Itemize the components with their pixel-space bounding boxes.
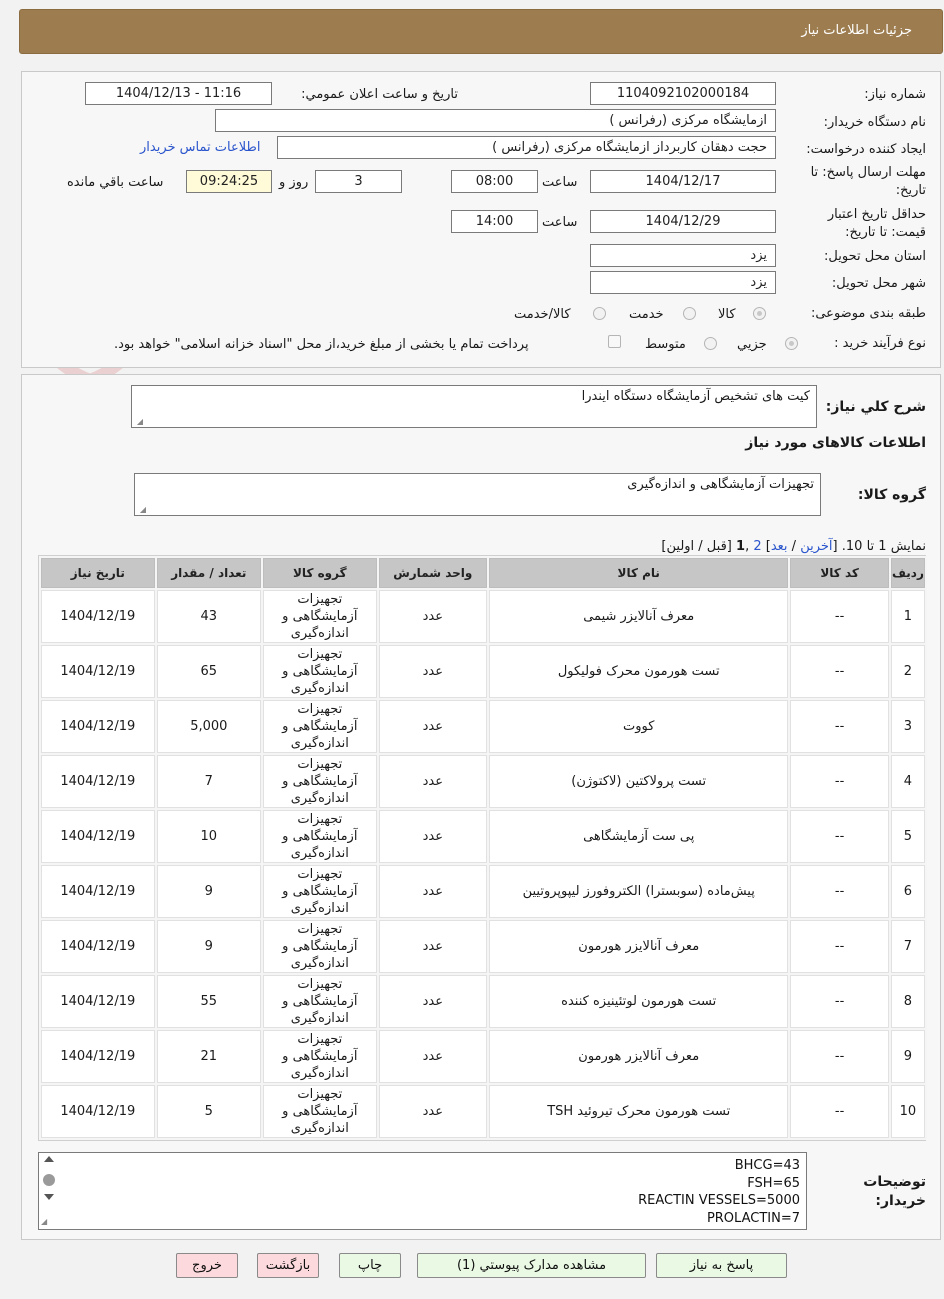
cell-item-code: -- <box>790 645 888 698</box>
process-radio-minor[interactable] <box>785 337 798 350</box>
requester-label: ایجاد کننده درخواست: <box>806 142 926 157</box>
remaining-time-field: 09:24:25 <box>186 170 272 193</box>
view-attachments-button[interactable]: مشاهده مدارک پیوستي (1) <box>417 1253 646 1278</box>
cell-item-code: -- <box>790 1085 888 1138</box>
items-table-wrap <box>38 555 926 1141</box>
deadline-date-field: 1404/12/17 <box>590 170 776 193</box>
cell-need-date: 1404/12/19 <box>41 645 155 698</box>
cell-unit: عدد <box>379 975 487 1028</box>
cell-need-date: 1404/12/19 <box>41 590 155 643</box>
page-title: جزئیات اطلاعات نیاز <box>801 23 912 38</box>
cell-row-number: 6 <box>891 865 925 918</box>
buyer-notes-text <box>638 1157 800 1227</box>
resize-grip-icon[interactable]: ◢ <box>139 505 146 514</box>
cell-unit: عدد <box>379 810 487 863</box>
pagination-prev-first: [قبل / اولین] <box>661 539 732 554</box>
cell-row-number: 10 <box>891 1085 925 1138</box>
treasury-note: پرداخت تمام یا بخشی از مبلغ خرید،از محل "اسناد خزانه اسلامی" خواهد بود. <box>114 337 529 352</box>
cell-unit: عدد <box>379 700 487 753</box>
scroll-down-icon[interactable] <box>44 1194 54 1200</box>
notes-scrollbar[interactable] <box>40 1153 58 1229</box>
cell-item-group: تجهیزات آزمایشگاهی و اندازه‌گیری <box>263 590 377 643</box>
remaining-label: ساعت باقي مانده <box>67 175 164 190</box>
cell-need-date: 1404/12/19 <box>41 865 155 918</box>
notes-line: FSH=65 <box>747 1175 800 1191</box>
requester-field: حجت دهقان کاربرداز ازمایشگاه مرکزی (رفرانس ) <box>277 136 776 159</box>
cell-item-name: تست پرولاکتین (لاکتوژن) <box>489 755 788 808</box>
category-option-both: کالا/خدمت <box>514 307 571 322</box>
pagination-current-page: 1 <box>736 539 746 554</box>
table-row[interactable] <box>41 645 925 698</box>
table-header-row <box>41 558 925 588</box>
cell-item-code: -- <box>790 810 888 863</box>
pagination-next[interactable]: بعد <box>770 539 788 554</box>
general-desc-text: کیت های تشخیص آزمایشگاه دستگاه ایندرا <box>581 389 810 404</box>
cell-need-date: 1404/12/19 <box>41 755 155 808</box>
print-button[interactable]: چاپ <box>339 1253 401 1278</box>
category-radio-both[interactable] <box>593 307 606 320</box>
col-header-item-group[interactable]: گروه کالا <box>263 558 377 588</box>
goods-group-text: تجهیزات آزمایشگاهی و اندازه‌گیری <box>627 477 814 492</box>
treasury-checkbox[interactable] <box>608 335 621 348</box>
cell-item-group: تجهیزات آزمایشگاهی و اندازه‌گیری <box>263 700 377 753</box>
cell-item-name: کووت <box>489 700 788 753</box>
deadline-label-1: مهلت ارسال پاسخ: تا <box>810 165 926 180</box>
cell-quantity: 9 <box>157 920 261 973</box>
table-row[interactable] <box>41 1085 925 1138</box>
category-radio-service[interactable] <box>683 307 696 320</box>
table-row[interactable] <box>41 755 925 808</box>
table-row[interactable] <box>41 865 925 918</box>
validity-time-field: 14:00 <box>451 210 538 233</box>
goods-group-textarea[interactable] <box>134 473 821 516</box>
cell-item-group: تجهیزات آزمایشگاهی و اندازه‌گیری <box>263 975 377 1028</box>
cell-quantity: 21 <box>157 1030 261 1083</box>
validity-date-field: 1404/12/29 <box>590 210 776 233</box>
cell-quantity: 9 <box>157 865 261 918</box>
cell-item-name: معرف آنالایزر هورمون <box>489 1030 788 1083</box>
pagination-last[interactable]: آخرین <box>800 539 833 554</box>
category-option-goods: کالا <box>718 307 736 322</box>
cell-quantity: 65 <box>157 645 261 698</box>
items-table <box>39 556 927 1140</box>
notes-label-1: توضیحات <box>863 1174 926 1190</box>
table-row[interactable] <box>41 975 925 1028</box>
notes-line: BHCG=43 <box>734 1158 800 1173</box>
cell-item-name: معرف آنالایزر هورمون <box>489 920 788 973</box>
cell-row-number: 3 <box>891 700 925 753</box>
cell-item-code: -- <box>790 865 888 918</box>
col-header-need-date[interactable]: تاریخ نیاز <box>41 558 155 588</box>
cell-item-code: -- <box>790 700 888 753</box>
category-label: طبقه بندی موضوعی: <box>810 306 926 321</box>
notes-line: REACTIN VESSELS=5000 <box>638 1193 800 1208</box>
validity-label-2: قیمت: تا تاریخ: <box>845 225 926 240</box>
cell-unit: عدد <box>379 755 487 808</box>
table-row[interactable] <box>41 590 925 643</box>
cell-unit: عدد <box>379 865 487 918</box>
cell-need-date: 1404/12/19 <box>41 1030 155 1083</box>
goods-info-title: اطلاعات کالاهای مورد نیاز <box>745 435 926 451</box>
cell-item-group: تجهیزات آزمایشگاهی و اندازه‌گیری <box>263 755 377 808</box>
general-desc-textarea[interactable] <box>131 385 817 428</box>
cell-item-group: تجهیزات آزمایشگاهی و اندازه‌گیری <box>263 865 377 918</box>
city-field: یزد <box>590 271 776 294</box>
col-header-item-name[interactable]: نام کالا <box>489 558 788 588</box>
cell-row-number: 7 <box>891 920 925 973</box>
pagination: نمایش 1 تا 10. [آخرین / بعد] 2 ,1 [قبل / اولین] <box>661 539 926 554</box>
page-header <box>19 9 943 54</box>
need-number-field: 1104092102000184 <box>590 82 776 105</box>
cell-unit: عدد <box>379 1030 487 1083</box>
cell-item-name: پی ست آزمایشگاهی <box>489 810 788 863</box>
cell-quantity: 7 <box>157 755 261 808</box>
cell-item-group: تجهیزات آزمایشگاهی و اندازه‌گیری <box>263 1030 377 1083</box>
pagination-page-2[interactable]: 2 <box>753 539 762 554</box>
cell-unit: عدد <box>379 645 487 698</box>
process-option-minor: جزیي <box>737 337 767 352</box>
announce-field: 1404/12/13 - 11:16 <box>85 82 272 105</box>
resize-grip-icon[interactable]: ◢ <box>41 1217 48 1226</box>
table-row[interactable] <box>41 810 925 863</box>
cell-item-name: پیش‌ماده (سوبسترا) الکتروفورز لیپوپروتیین <box>489 865 788 918</box>
cell-item-group: تجهیزات آزمایشگاهی و اندازه‌گیری <box>263 1085 377 1138</box>
col-header-row-number[interactable]: ردیف <box>891 558 925 588</box>
notes-label-2: خریدار: <box>875 1193 926 1209</box>
pagination-range: نمایش 1 تا 10. <box>841 539 926 554</box>
cell-row-number: 4 <box>891 755 925 808</box>
cell-need-date: 1404/12/19 <box>41 700 155 753</box>
days-field: 3 <box>315 170 402 193</box>
cell-item-name: تست هورمون محرک تیروئید TSH <box>489 1085 788 1138</box>
cell-item-code: -- <box>790 1030 888 1083</box>
col-header-item-code[interactable]: کد کالا <box>790 558 888 588</box>
cell-item-name: تست هورمون لوتئینیزه کننده <box>489 975 788 1028</box>
cell-need-date: 1404/12/19 <box>41 1085 155 1138</box>
buyer-field: ازمایشگاه مرکزی (رفرانس ) <box>215 109 776 132</box>
buyer-contact-link[interactable]: اطلاعات تماس خریدار <box>140 140 261 155</box>
category-radio-goods[interactable] <box>753 307 766 320</box>
deadline-time-field: 08:00 <box>451 170 538 193</box>
cell-unit: عدد <box>379 920 487 973</box>
validity-label-1: حداقل تاریخ اعتبار <box>827 207 926 222</box>
scroll-up-icon[interactable] <box>44 1156 54 1162</box>
category-option-service: خدمت <box>629 307 664 322</box>
scroll-thumb[interactable] <box>43 1174 55 1186</box>
general-desc-label: شرح کلي نیاز: <box>825 399 926 415</box>
cell-item-code: -- <box>790 590 888 643</box>
cell-item-name: معرف آنالایزر شیمی <box>489 590 788 643</box>
exit-button[interactable]: خروج <box>176 1253 238 1278</box>
cell-item-name: تست هورمون محرک فولیکول <box>489 645 788 698</box>
cell-quantity: 55 <box>157 975 261 1028</box>
resize-grip-icon[interactable]: ◢ <box>136 417 143 426</box>
table-row[interactable] <box>41 1030 925 1083</box>
announce-label: تاریخ و ساعت اعلان عمومي: <box>301 87 458 102</box>
cell-row-number: 2 <box>891 645 925 698</box>
deadline-time-label: ساعت <box>542 175 578 190</box>
validity-time-label: ساعت <box>542 215 578 230</box>
province-field: یزد <box>590 244 776 267</box>
cell-row-number: 9 <box>891 1030 925 1083</box>
buyer-label: نام دستگاه خریدار: <box>823 115 926 130</box>
cell-need-date: 1404/12/19 <box>41 810 155 863</box>
cell-item-code: -- <box>790 755 888 808</box>
cell-quantity: 10 <box>157 810 261 863</box>
city-label: شهر محل تحویل: <box>831 276 926 291</box>
cell-item-code: -- <box>790 920 888 973</box>
cell-item-group: تجهیزات آزمایشگاهی و اندازه‌گیری <box>263 645 377 698</box>
days-label: روز و <box>279 175 309 190</box>
cell-need-date: 1404/12/19 <box>41 975 155 1028</box>
process-label: نوع فرآیند خرید : <box>834 336 926 351</box>
cell-unit: عدد <box>379 590 487 643</box>
cell-quantity: 5 <box>157 1085 261 1138</box>
cell-quantity: 43 <box>157 590 261 643</box>
cell-row-number: 1 <box>891 590 925 643</box>
cell-need-date: 1404/12/19 <box>41 920 155 973</box>
reply-button[interactable]: پاسخ به نیاز <box>656 1253 787 1278</box>
need-number-label: شماره نیاز: <box>864 87 926 102</box>
goods-group-label: گروه کالا: <box>857 487 926 503</box>
cell-quantity: 5,000 <box>157 700 261 753</box>
process-option-medium: متوسط <box>645 337 686 352</box>
table-row[interactable] <box>41 700 925 753</box>
cell-row-number: 5 <box>891 810 925 863</box>
deadline-label-2: تاریخ: <box>895 183 926 198</box>
process-radio-medium[interactable] <box>704 337 717 350</box>
cell-item-code: -- <box>790 975 888 1028</box>
notes-line: PROLACTIN=7 <box>706 1210 800 1226</box>
col-header-quantity[interactable]: تعداد / مقدار <box>157 558 261 588</box>
cell-row-number: 8 <box>891 975 925 1028</box>
table-row[interactable] <box>41 920 925 973</box>
cell-unit: عدد <box>379 1085 487 1138</box>
back-button[interactable]: بازگشت <box>257 1253 319 1278</box>
province-label: استان محل تحویل: <box>824 249 926 264</box>
col-header-unit[interactable]: واحد شمارش <box>379 558 487 588</box>
cell-item-group: تجهیزات آزمایشگاهی و اندازه‌گیری <box>263 810 377 863</box>
cell-item-group: تجهیزات آزمایشگاهی و اندازه‌گیری <box>263 920 377 973</box>
